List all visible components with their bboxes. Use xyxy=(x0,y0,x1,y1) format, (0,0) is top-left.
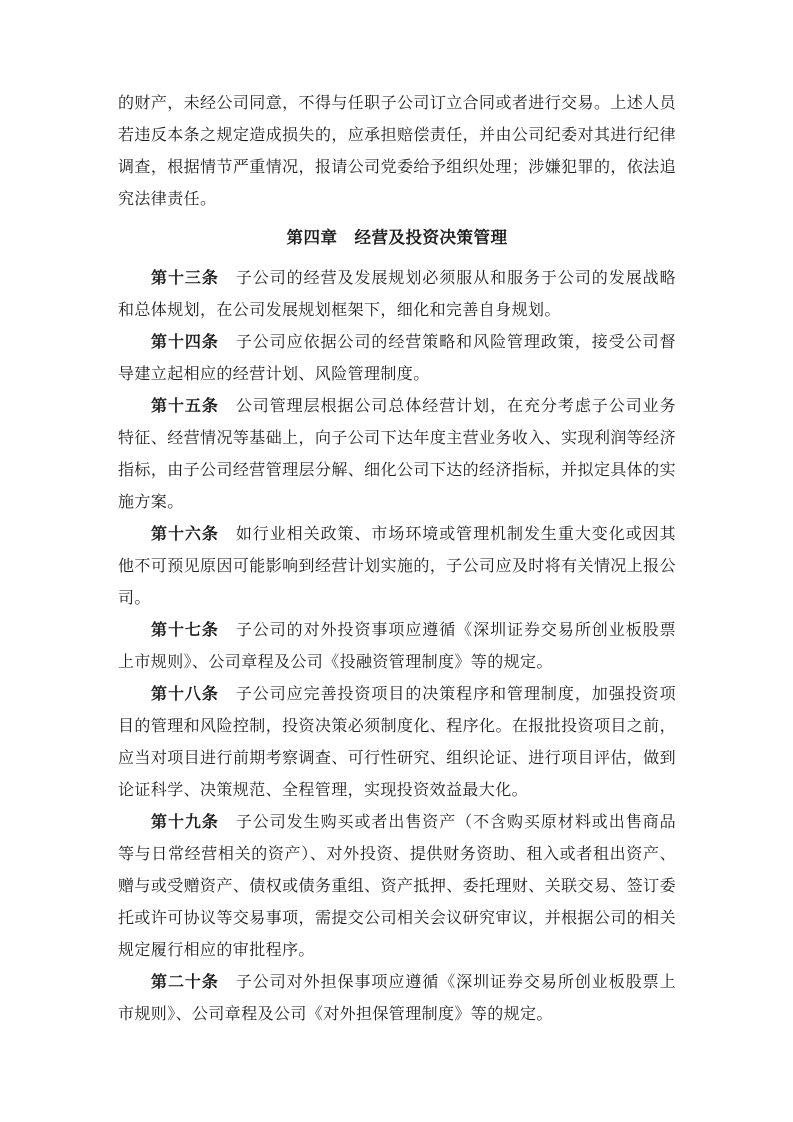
article-text: 如行业相关政策、市场环境或管理机制发生重大变化或因其他不可预见原因可能影响到经营计划实施的，子公司应及时将有关情况上报公司。 xyxy=(118,524,676,607)
article-paragraph xyxy=(118,326,676,390)
article-number: 第十七条 xyxy=(151,620,219,639)
article-paragraph xyxy=(118,806,676,966)
article-number: 第二十条 xyxy=(151,972,219,991)
article-text: 子公司的对外投资事项应遵循《深圳证券交易所创业板股票上市规则》、公司章程及公司《投融资管理制度》等的规定。 xyxy=(118,620,676,671)
article-number: 第十四条 xyxy=(151,332,219,351)
article-text: 子公司发生购买或者出售资产（不含购买原材料或出售商品等与日常经营相关的资产）、对外投资、提供财务资助、租入或者租出资产、赠与或受赠资产、债权或债务重组、资产抵押、委托理财、关联交易、签订委托或许可协议等交易事项，需提交公司相关会议研究审议，并根据公司的相关规定履行相应的审批程序。 xyxy=(118,812,676,959)
article-paragraph xyxy=(118,678,676,806)
article-number: 第十六条 xyxy=(151,524,219,543)
article-paragraph xyxy=(118,518,676,614)
article-number: 第十三条 xyxy=(151,268,219,287)
article-paragraph xyxy=(118,966,676,1030)
chapter-heading: 第四章 经营及投资决策管理 xyxy=(286,228,508,247)
article-text: 子公司应完善投资项目的决策程序和管理制度，加强投资项目的管理和风险控制，投资决策必须制度化、程序化。在报批投资项目之前，应当对项目进行前期考察调查、可行性研究、组织论证、进行项目评估，做到论证科学、决策规范、全程管理，实现投资效益最大化。 xyxy=(118,684,676,799)
article-text: 子公司的经营及发展规划必须服从和服务于公司的发展战略和总体规划，在公司发展规划框架下，细化和完善自身规划。 xyxy=(118,268,676,319)
article-text: 子公司对外担保事项应遵循《深圳证券交易所创业板股票上市规则》、公司章程及公司《对外担保管理制度》等的规定。 xyxy=(118,972,676,1023)
article-paragraph xyxy=(118,614,676,678)
article-number: 第十九条 xyxy=(151,812,219,831)
article-paragraph xyxy=(118,390,676,518)
article-paragraph xyxy=(118,262,676,326)
article-list xyxy=(118,262,676,1030)
document-content xyxy=(118,87,676,1030)
article-number: 第十八条 xyxy=(151,684,219,703)
article-text: 公司管理层根据公司总体经营计划，在充分考虑子公司业务特征、经营情况等基础上，向子公司下达年度主营业务收入、实现利润等经济指标，由子公司经营管理层分解、细化公司下达的经济指标，并拟定具体的实施方案。 xyxy=(118,396,676,511)
continuation-paragraph: 的财产，未经公司同意，不得与任职子公司订立合同或者进行交易。上述人员若违反本条之规定造成损失的，应承担赔偿责任，并由公司纪委对其进行纪律调查，根据情节严重情况，报请公司党委给予组织处理；涉嫌犯罪的，依法追究法律责任。 xyxy=(118,93,676,208)
article-text: 子公司应依据公司的经营策略和风险管理政策，接受公司督导建立起相应的经营计划、风险管理制度。 xyxy=(118,332,676,383)
article-number: 第十五条 xyxy=(151,396,219,415)
